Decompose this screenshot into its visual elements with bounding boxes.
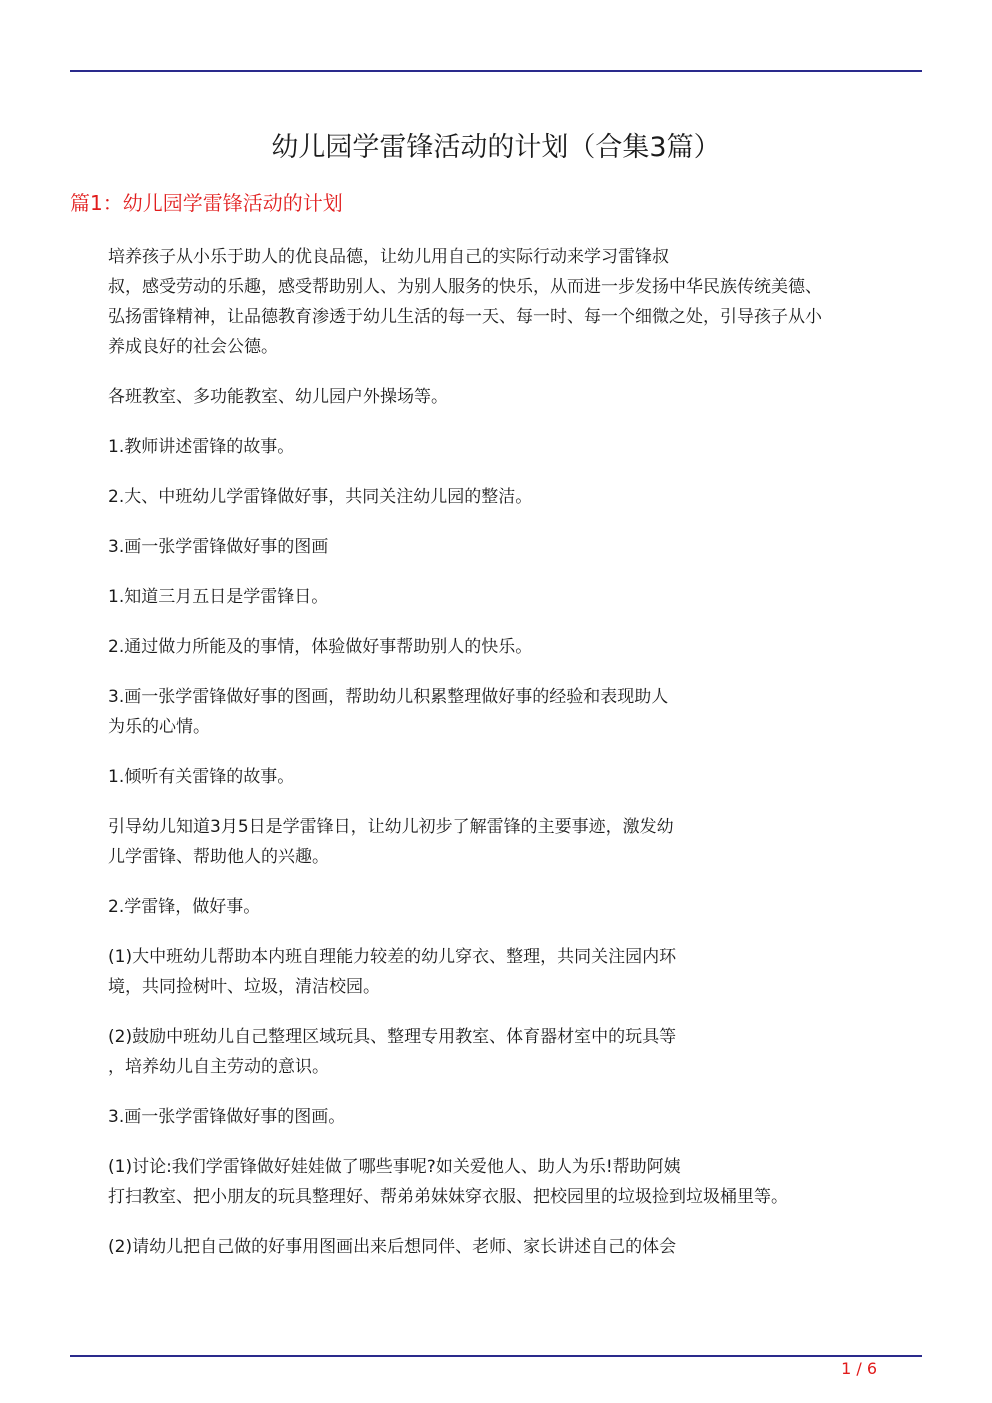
- paragraph-line: (1)大中班幼儿帮助本内班自理能力较差的幼儿穿衣、整理，共同关注园内环: [108, 947, 677, 967]
- paragraph: [70, 632, 920, 662]
- paragraph: [70, 892, 920, 922]
- paragraph: [70, 482, 920, 512]
- paragraph: [70, 242, 920, 362]
- paragraph-line: 打扫教室、把小朋友的玩具整理好、帮弟弟妹妹穿衣服、把校园里的垃圾捡到垃圾桶里等。: [108, 1187, 788, 1207]
- document-title: 幼儿园学雷锋活动的计划（合集3篇）: [271, 132, 721, 163]
- paragraph: [70, 582, 920, 612]
- paragraph: [70, 762, 920, 792]
- paragraph-line: 叔，感受劳动的乐趣，感受帮助别人、为别人服务的快乐，从而进一步发扬中华民族传统美德、: [108, 277, 822, 297]
- paragraph: [70, 1022, 920, 1082]
- paragraph: [70, 942, 920, 1002]
- paragraph-line: 儿学雷锋、帮助他人的兴趣。: [108, 847, 329, 867]
- paragraph-line: 境，共同捡树叶、垃圾，清洁校园。: [108, 977, 380, 997]
- paragraph-line: 为乐的心情。: [108, 717, 210, 737]
- footer-rule: [70, 1355, 922, 1357]
- paragraph-line: 2.学雷锋，做好事。: [108, 897, 261, 917]
- paragraph-line: 引导幼儿知道3月5日是学雷锋日，让幼儿初步了解雷锋的主要事迹，激发幼: [108, 817, 674, 837]
- paragraph-line: 培养孩子从小乐于助人的优良品德，让幼儿用自己的实际行动来学习雷锋叔: [108, 247, 669, 267]
- header-rule: [70, 70, 922, 72]
- paragraph: [70, 1152, 920, 1212]
- paragraph: [70, 812, 920, 872]
- paragraph: [70, 432, 920, 462]
- page-number: 1 / 6: [841, 1359, 877, 1378]
- paragraph-line: 3.画一张学雷锋做好事的图画: [108, 537, 329, 557]
- paragraph-line: 1.教师讲述雷锋的故事。: [108, 437, 295, 457]
- document-body: [70, 242, 920, 1282]
- paragraph: [70, 1102, 920, 1132]
- paragraph-line: 3.画一张学雷锋做好事的图画。: [108, 1107, 346, 1127]
- paragraph-line: 养成良好的社会公德。: [108, 337, 278, 357]
- paragraph-line: (2)鼓励中班幼儿自己整理区域玩具、整理专用教室、体育器材室中的玩具等: [108, 1027, 677, 1047]
- paragraph: [70, 1232, 920, 1262]
- paragraph-line: 各班教室、多功能教室、幼儿园户外操场等。: [108, 387, 448, 407]
- paragraph-line: (2)请幼儿把自己做的好事用图画出来后想同伴、老师、家长讲述自己的体会: [108, 1237, 677, 1257]
- paragraph-line: 3.画一张学雷锋做好事的图画，帮助幼儿积累整理做好事的经验和表现助人: [108, 687, 669, 707]
- paragraph: [70, 532, 920, 562]
- paragraph-line: 弘扬雷锋精神，让品德教育渗透于幼儿生活的每一天、每一时、每一个细微之处，引导孩子从小: [108, 307, 822, 327]
- paragraph-line: (1)讨论:我们学雷锋做好娃娃做了哪些事呢?如关爱他人、助人为乐!帮助阿姨: [108, 1157, 681, 1177]
- paragraph-line: 1.倾听有关雷锋的故事。: [108, 767, 295, 787]
- paragraph-line: 2.大、中班幼儿学雷锋做好事，共同关注幼儿园的整洁。: [108, 487, 533, 507]
- paragraph: [70, 382, 920, 412]
- paragraph-line: ，培养幼儿自主劳动的意识。: [108, 1057, 329, 1077]
- paragraph-line: 1.知道三月五日是学雷锋日。: [108, 587, 329, 607]
- paragraph: [70, 682, 920, 742]
- paragraph-line: 2.通过做力所能及的事情，体验做好事帮助别人的快乐。: [108, 637, 533, 657]
- section-heading: 篇1：幼儿园学雷锋活动的计划: [70, 191, 343, 215]
